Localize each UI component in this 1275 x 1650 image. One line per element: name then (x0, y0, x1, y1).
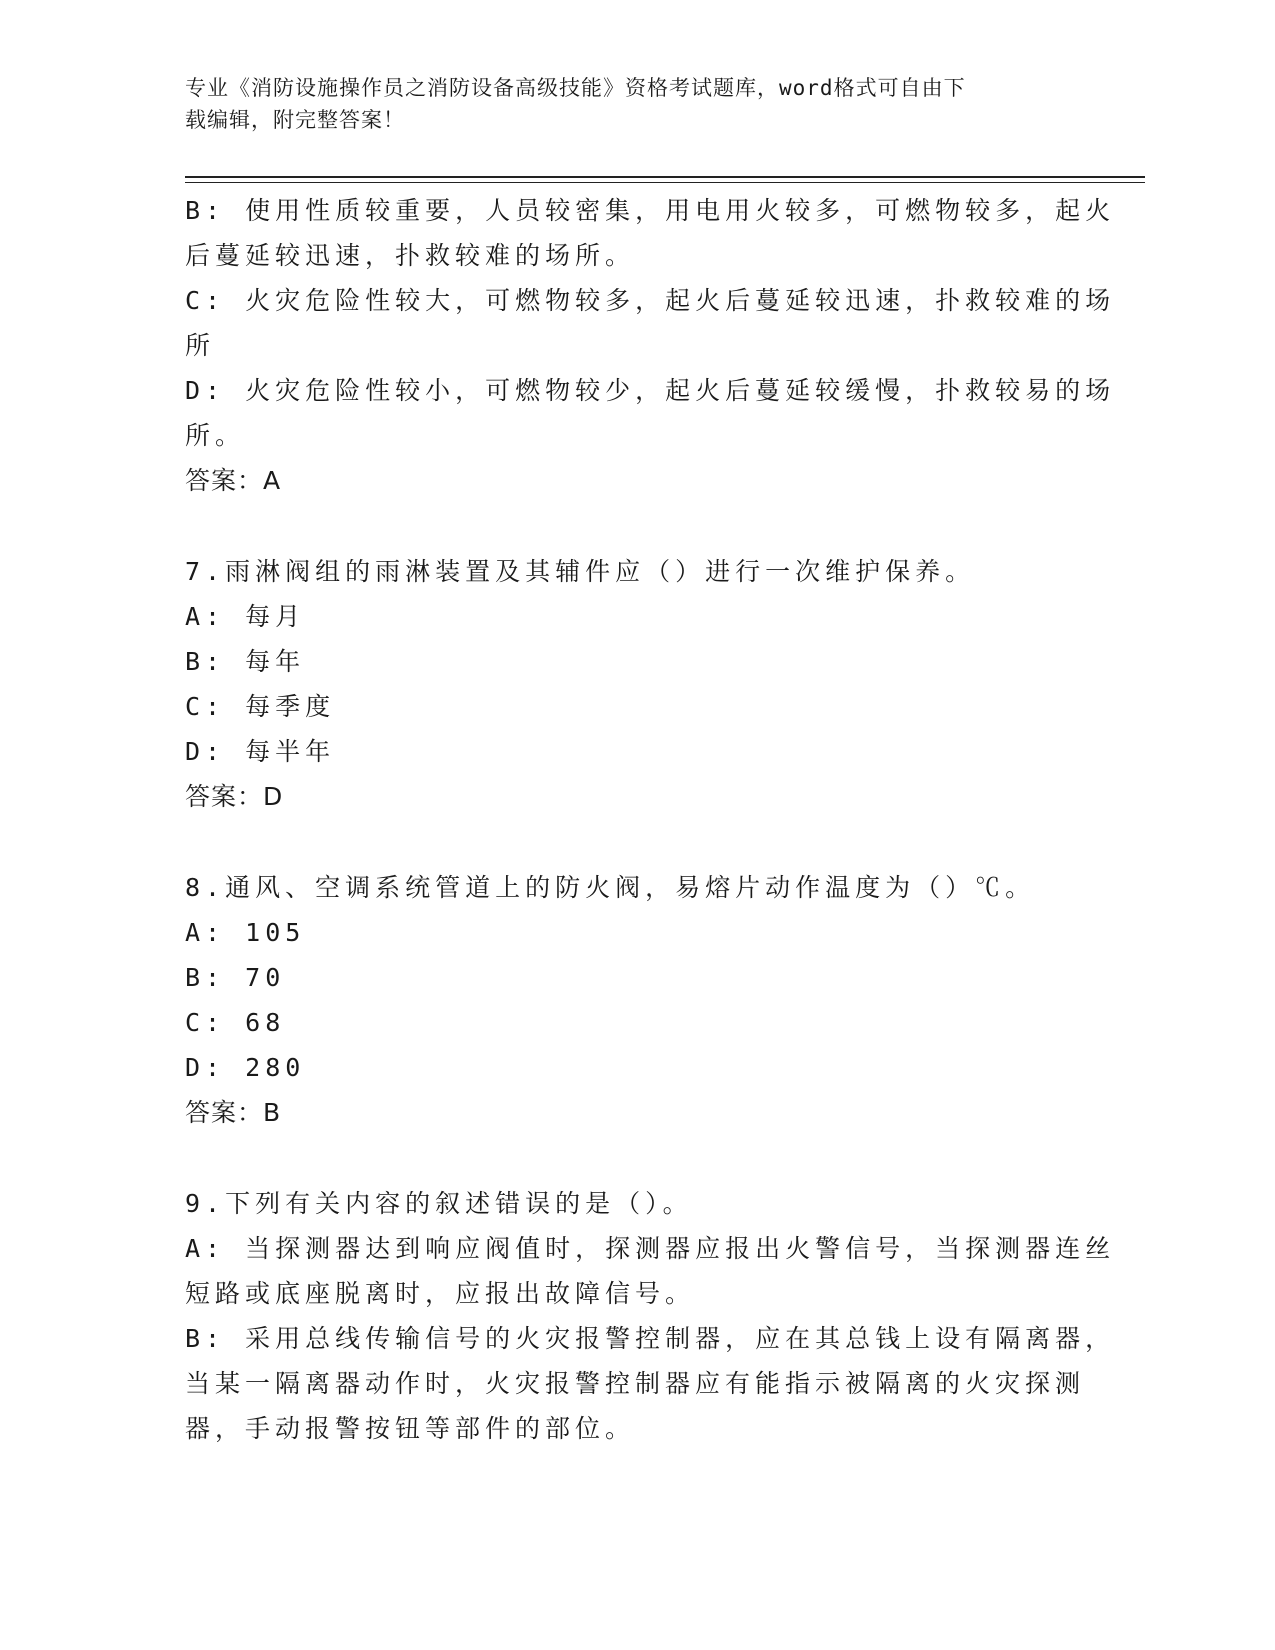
q6-option-d-line-2: 所。 (185, 421, 246, 450)
q7-question: 7.雨淋阀组的雨淋装置及其辅件应（）进行一次维护保养。 (185, 557, 976, 586)
spacer (185, 819, 1065, 865)
q7-option-b: B: 每年 (185, 647, 306, 676)
q8-answer: 答案：B (185, 1098, 282, 1127)
q6-option-d-line-1: D: 火灾危险性较小，可燃物较少，起火后蔓延较缓慢，扑救较易的场 (185, 376, 1116, 405)
spacer (185, 503, 1065, 549)
header-divider-thin (185, 182, 1145, 183)
q9-option-b-line-2: 当某一隔离器动作时，火灾报警控制器应有能指示被隔离的火灾探测 (185, 1369, 1086, 1398)
q9-option-a-line-2: 短路或底座脱离时，应报出故障信号。 (185, 1279, 696, 1308)
q6-option-b-line-2: 后蔓延较迅速，扑救较难的场所。 (185, 241, 636, 270)
q7-option-d: D: 每半年 (185, 737, 336, 766)
question-9 (185, 1181, 1116, 1451)
q8-option-d: D: 280 (185, 1053, 306, 1082)
q7-option-a: A: 每月 (185, 602, 306, 631)
q9-option-b-line-3: 器，手动报警按钮等部件的部位。 (185, 1414, 636, 1443)
q9-option-a-line-1: A: 当探测器达到响应阀值时，探测器应报出火警信号，当探测器连丝 (185, 1234, 1116, 1263)
header-divider-thick (185, 176, 1145, 178)
spacer (185, 1135, 1065, 1181)
q6-answer: 答案：A (185, 466, 282, 495)
document-header (185, 72, 1065, 136)
q8-question: 8.通风、空调系统管道上的防火阀，易熔片动作温度为（）℃。 (185, 873, 1036, 902)
header-line-1: 专业《消防设施操作员之消防设备高级技能》资格考试题库，word格式可自由下 (185, 76, 966, 100)
q8-option-a: A: 105 (185, 918, 306, 947)
q6-option-c-line-2: 所 (185, 331, 216, 360)
q6-option-b-line-1: B: 使用性质较重要，人员较密集，用电用火较多，可燃物较多，起火 (185, 196, 1116, 225)
q9-option-b-line-1: B: 采用总线传输信号的火灾报警控制器，应在其总钱上设有隔离器， (185, 1324, 1116, 1353)
q7-answer: 答案：D (185, 782, 284, 811)
header-line-2: 载编辑，附完整答案！ (185, 108, 405, 132)
question-7 (185, 549, 1065, 819)
q8-option-c: C: 68 (185, 1008, 286, 1037)
q6-option-c-line-1: C: 火灾危险性较大，可燃物较多，起火后蔓延较迅速，扑救较难的场 (185, 286, 1116, 315)
q7-option-c: C: 每季度 (185, 692, 336, 721)
question-8 (185, 865, 1065, 1135)
document-body (185, 188, 1116, 1451)
question-6-tail (185, 188, 1116, 503)
q8-option-b: B: 70 (185, 963, 286, 992)
q9-question: 9.下列有关内容的叙述错误的是（）。 (185, 1189, 693, 1218)
